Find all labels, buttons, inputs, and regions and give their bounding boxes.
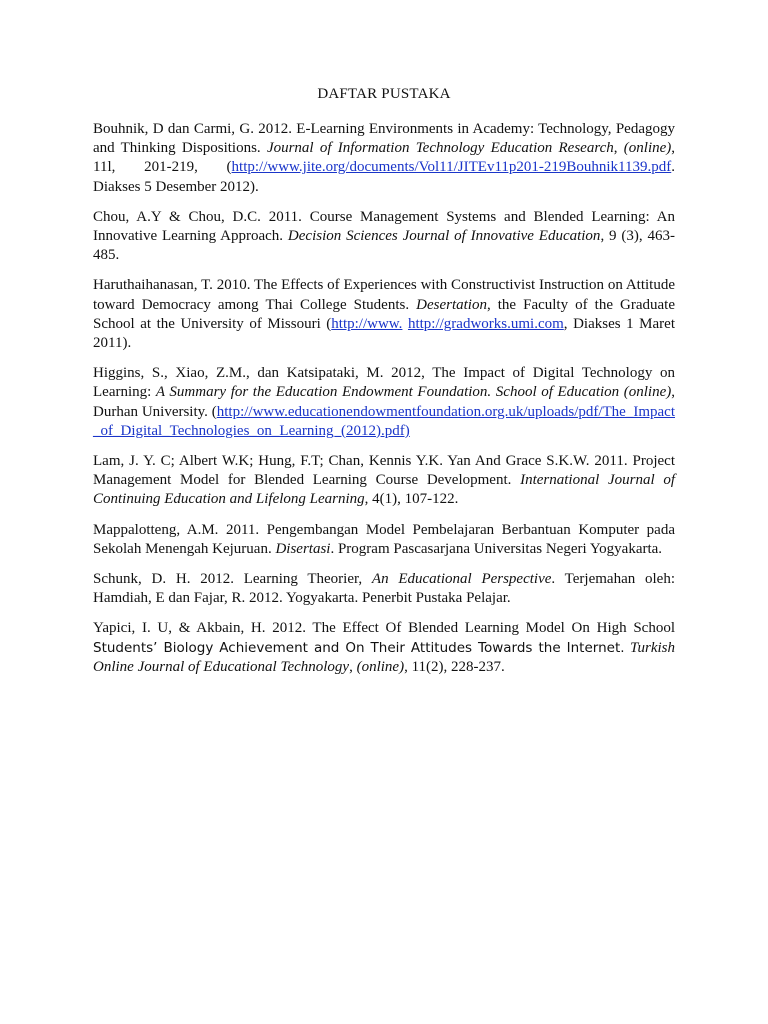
reference-text: , 11l, 201-219, ( xyxy=(93,140,676,176)
reference-text: Bouhnik, D dan Carmi, G. 2012. E-Learning Environments in Academy: Technology, Pedagogy and Thinking Dispositions. xyxy=(93,121,675,157)
reference-text: , xyxy=(349,658,357,675)
reference-text: . Program Pascasarjana Universitas Negeri Yogyakarta. xyxy=(330,540,663,557)
reference-item xyxy=(93,276,675,353)
reference-link[interactable]: http://www.jite.org/documents/Vol11/JITEv11p201-219Bouhnik1139.pdf xyxy=(231,159,672,176)
reference-text: , 4(1), 107-122. xyxy=(364,491,459,508)
reference-journal: An Educational Perspective xyxy=(371,571,552,588)
reference-text: Schunk, D. H. 2012. Learning Theorier, xyxy=(93,571,372,588)
reference-item xyxy=(93,208,675,266)
reference-item xyxy=(93,570,675,608)
reference-text: . Diakses 5 Desember 2012). xyxy=(93,159,675,195)
reference-journal: A Summary for the Education Endowment Foundation. School of Education (online) xyxy=(155,384,672,401)
reference-text: , Durhan University. ( xyxy=(93,384,675,420)
reference-journal: Decision Sciences Journal of Innovative Education xyxy=(287,228,601,245)
reference-journal: Disertasi xyxy=(275,540,331,557)
reference-text: Haruthaihanasan, T. 2010. The Effects of Experiences with Constructivist Instruction on Attitude toward Democracy among Thai College Students. xyxy=(93,277,675,313)
reference-text: , Diakses 1 Maret 2011). xyxy=(93,315,676,352)
reference-text: Lam, J. Y. C; Albert W.K; Hung, F.T; Chan, Kennis Y.K. Yan And Grace S.K.W. 2011. Project Management Model for Blended Learning Course Development. xyxy=(93,453,675,489)
reference-text: Yapici, I. U, & Akbain, H. 2012. The Effect Of Blended Learning Model On High School xyxy=(93,620,675,637)
reference-text: , the Faculty of the Graduate School at the University of Missouri ( xyxy=(93,296,675,332)
reference-text: , 9 (3), 463-485. xyxy=(93,228,675,264)
reference-item xyxy=(93,120,675,197)
reference-journal: Desertation xyxy=(416,296,487,313)
page-title: DAFTAR PUSTAKA xyxy=(317,86,451,102)
reference-online: (online) xyxy=(356,658,405,675)
reference-journal: Turkish Online Journal of Educational Technology xyxy=(93,639,676,675)
reference-item xyxy=(93,452,675,510)
reference-text: . Terjemahan oleh: Hamdiah, E dan Fajar, R. 2012. Yogyakarta. Penerbit Pustaka Pelajar. xyxy=(93,571,675,607)
reference-journal: Journal of Information Technology Education Research xyxy=(266,140,614,157)
reference-text: Students’ Biology Achievement and On Their Attitudes Towards the Internet. xyxy=(93,639,625,656)
reference-item xyxy=(93,364,675,441)
reference-item xyxy=(93,619,675,677)
reference-journal: International Journal of Continuing Education and Lifelong Learning xyxy=(93,472,675,508)
reference-text: Chou, A.Y & Chou, D.C. 2011. Course Management Systems and Blended Learning: An Innovative Learning Approach. xyxy=(93,208,675,245)
reference-text: Mappalotteng, A.M. 2011. Pengembangan Model Pembelajaran Berbantuan Komputer pada Sekolah Menengah Kejuruan. xyxy=(93,521,675,557)
reference-text: Higgins, S., Xiao, Z.M., dan Katsipataki, M. 2012, The Impact of Digital Technology on Learning: xyxy=(93,365,675,401)
reference-online: (online) xyxy=(623,140,672,157)
reference-list xyxy=(93,120,675,688)
reference-link[interactable]: http://gradworks.umi.com xyxy=(407,315,564,332)
reference-link[interactable]: http://www.educationendowmentfoundation.org.uk/uploads/pdf/The_Impact_of_Digital_Technologies_on_Learning_(2012).pdf) xyxy=(93,403,675,439)
reference-text: , xyxy=(613,140,624,157)
reference-item xyxy=(93,521,675,559)
reference-link[interactable]: http://www. xyxy=(331,315,403,332)
reference-text: , 11(2), 228-237. xyxy=(404,658,505,675)
